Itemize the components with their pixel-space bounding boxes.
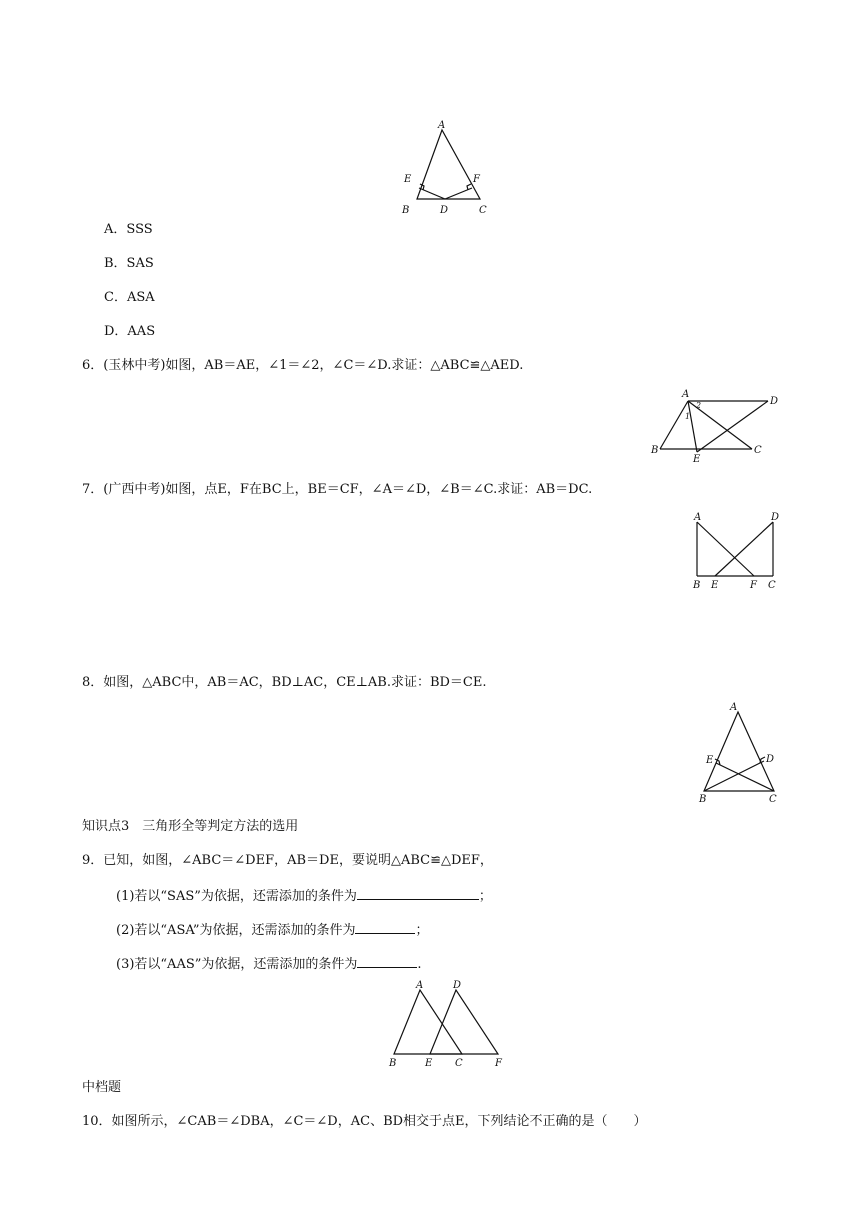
part-2-text: (2)若以“ASA”为依据，还需添加的条件为 xyxy=(116,923,356,938)
option-c: C．ASA xyxy=(104,290,155,305)
option-b: B．SAS xyxy=(104,256,154,271)
question-8: 8．如图，△ABC中，AB＝AC，BD⊥AC，CE⊥AB.求证：BD＝CE. xyxy=(82,675,487,690)
figure-q9 xyxy=(384,976,514,1070)
figure-q5 xyxy=(390,118,500,218)
option-a: A．SSS xyxy=(104,222,153,237)
label-f: F xyxy=(750,580,757,591)
question-9-part-2 xyxy=(116,921,429,939)
figure-q7 xyxy=(688,508,788,592)
question-9-part-3 xyxy=(116,955,422,973)
label-d: D xyxy=(453,980,462,991)
figure-q8 xyxy=(694,700,790,806)
label-b: B xyxy=(389,1058,397,1069)
question-7: 7．(广西中考)如图，点E，F在BC上，BE＝CF，∠A＝∠D，∠B＝∠C.求证：AB＝DC. xyxy=(82,482,593,497)
part-3-end: . xyxy=(417,957,422,972)
label-a: A xyxy=(682,389,690,400)
label-f: F xyxy=(495,1058,502,1069)
label-f: F xyxy=(473,174,480,185)
label-b: B xyxy=(402,205,410,216)
label-e: E xyxy=(404,174,412,185)
perpendiculars-de-df xyxy=(419,188,472,199)
label-c: C xyxy=(769,794,777,805)
label-a: A xyxy=(416,980,424,991)
label-d: D xyxy=(766,754,775,765)
part-2-end: ； xyxy=(415,923,429,938)
label-c: C xyxy=(754,445,762,456)
label-d: D xyxy=(770,396,779,407)
label-e: E xyxy=(706,755,714,766)
answer-blank-3[interactable] xyxy=(357,955,417,968)
option-d: D．AAS xyxy=(104,324,156,339)
label-e: E xyxy=(693,454,701,462)
label-d: D xyxy=(771,512,780,523)
answer-blank-2[interactable] xyxy=(355,921,415,934)
question-9-part-1 xyxy=(116,887,492,905)
question-10: 10．如图所示，∠CAB＝∠DBA，∠C＝∠D，AC、BD相交于点E，下列结论不正确的是（ ） xyxy=(82,1114,647,1129)
section-mid-title: 中档题 xyxy=(82,1080,122,1095)
label-a: A xyxy=(730,702,738,713)
part-3-text: (3)若以“AAS”为依据，还需添加的条件为 xyxy=(116,957,358,972)
label-d: D xyxy=(440,205,449,216)
label-c: C xyxy=(455,1058,463,1069)
label-a: A xyxy=(438,120,446,131)
question-9-stem: 9．已知，如图，∠ABC＝∠DEF，AB＝DE，要说明△ABC≌△DEF， xyxy=(82,853,493,868)
section-heading-3: 知识点3 三角形全等判定方法的选用 xyxy=(82,819,299,834)
label-angle-2: 2 xyxy=(696,401,702,410)
label-e: E xyxy=(425,1058,433,1069)
label-b: B xyxy=(651,445,659,456)
part-1-end: ； xyxy=(478,889,492,904)
label-c: C xyxy=(768,580,776,591)
question-6: 6．(玉林中考)如图，AB＝AE，∠1＝∠2，∠C＝∠D.求证：△ABC≌△AED. xyxy=(82,358,524,373)
label-c: C xyxy=(479,205,487,216)
label-e: E xyxy=(711,580,719,591)
part-1-text: (1)若以“SAS”为依据，还需添加的条件为 xyxy=(116,889,357,904)
figure-q6 xyxy=(650,386,790,462)
label-b: B xyxy=(699,794,707,805)
label-a: A xyxy=(694,512,702,523)
label-angle-1: 1 xyxy=(685,412,691,421)
answer-blank-1[interactable] xyxy=(357,887,479,900)
label-b: B xyxy=(693,580,701,591)
